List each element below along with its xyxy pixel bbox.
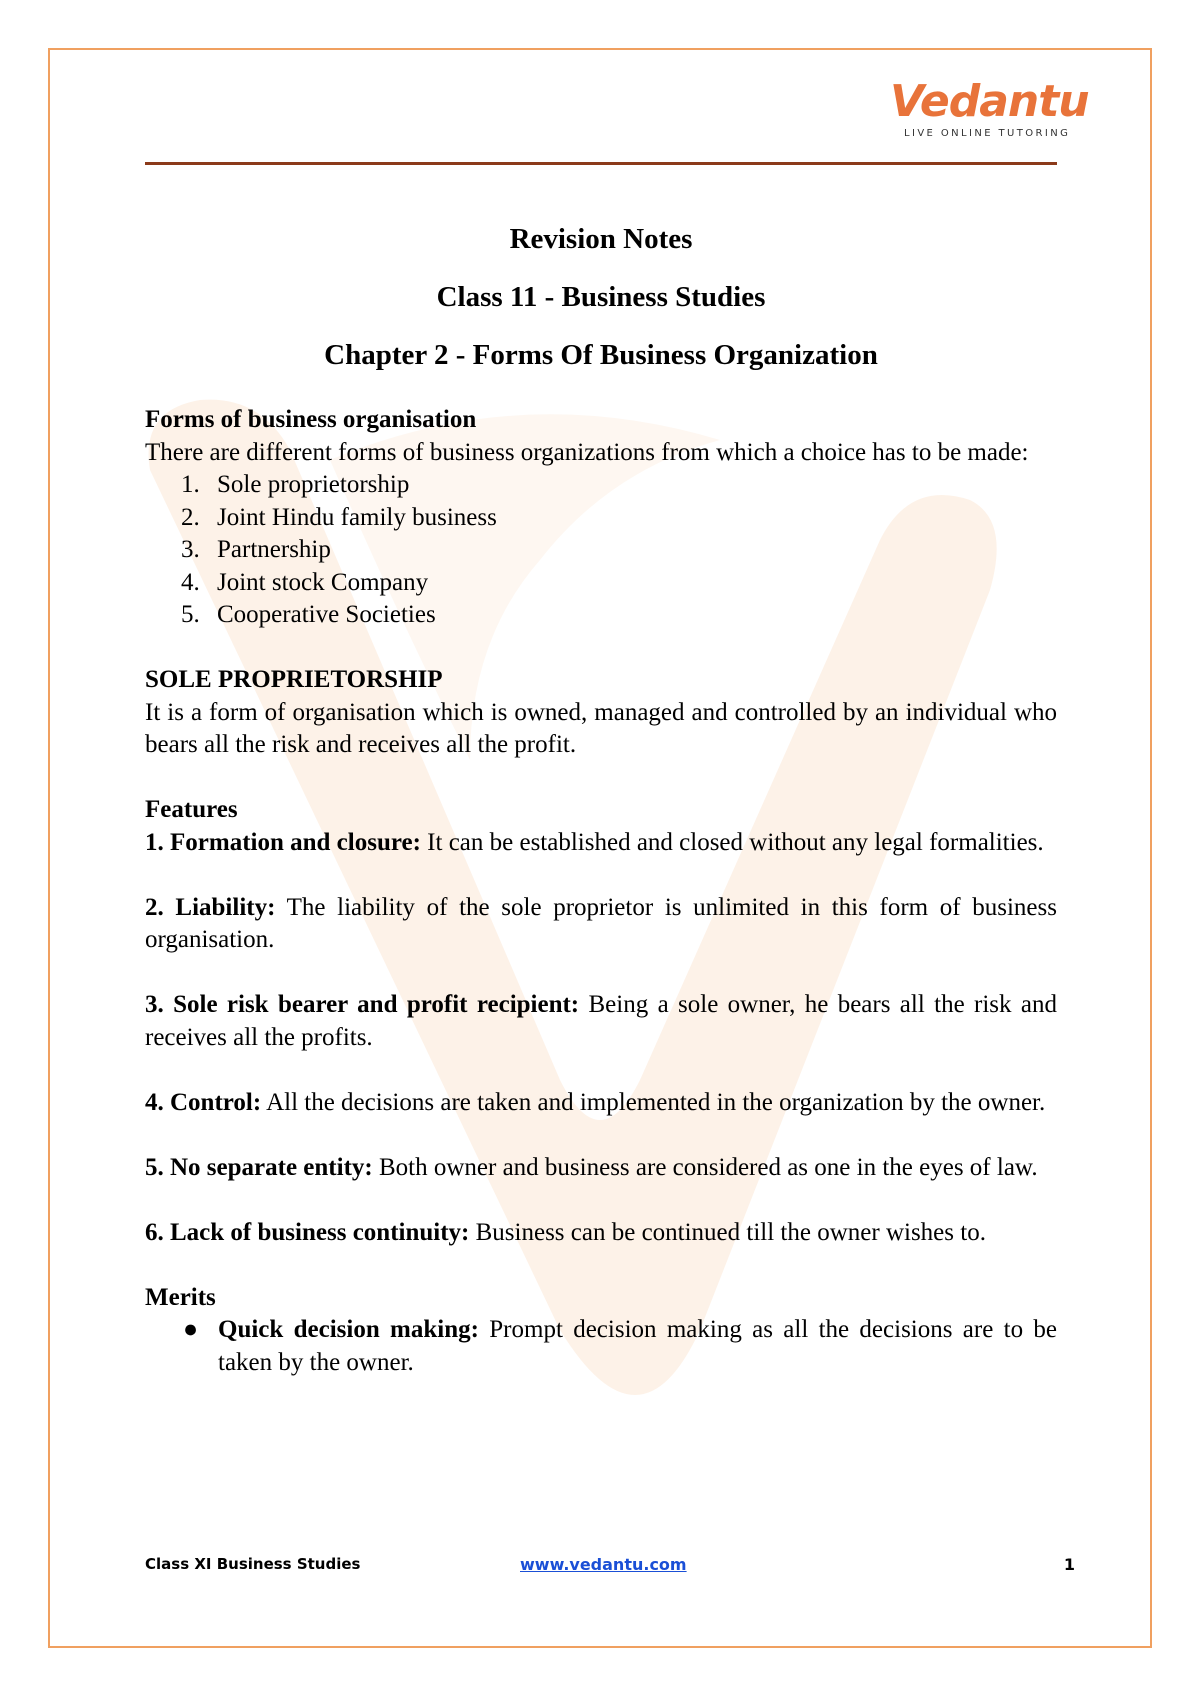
title-class: Class 11 - Business Studies (436, 281, 766, 313)
bullet-icon: ● (183, 1316, 199, 1343)
feature-risk-bearer: 3. Sole risk bearer and profit recipient: Being a sole owner, he bears all the risk and receives all the profits. (145, 991, 1057, 1051)
feature-liability: 2. Liability: The liability of the sole proprietor is unlimited in this form of business organisation. (145, 893, 1057, 953)
list-item: ● Quick decision making: Prompt decision making as all the decisions are to be taken by the owner. (183, 1316, 1057, 1376)
logo-tagline: LIVE ONLINE TUTORING (904, 128, 1071, 139)
merits-list (145, 1314, 1057, 1379)
title-chapter: Chapter 2 - Forms Of Business Organization (324, 339, 878, 371)
features-heading: Features (145, 796, 238, 823)
title-revision-notes: Revision Notes (509, 223, 693, 255)
footer-subject: Class XI Business Studies (145, 1555, 361, 1573)
page-number: 1 (1063, 1555, 1075, 1574)
forms-heading: Forms of business organisation (145, 406, 477, 433)
feature-continuity: 6. Lack of business continuity: Business can be continued till the owner wishes to. (145, 1218, 986, 1246)
list-item: 5. Cooperative Societies (181, 601, 436, 628)
merits-heading: Merits (145, 1283, 216, 1311)
header-rule (145, 162, 1057, 165)
footer-website-link[interactable]: www.vedantu.com (520, 1555, 687, 1574)
vedantu-logo (890, 76, 1089, 148)
list-item: 3. Partnership (181, 536, 331, 563)
logo-wordmark: Vedantu (890, 76, 1089, 127)
feature-control: 4. Control: All the decisions are taken and implemented in the organization by the owner. (145, 1088, 1046, 1116)
sole-proprietorship-body: It is a form of organisation which is owned, managed and controlled by an individual who bears all the risk and receives all the profit. (145, 698, 1057, 758)
list-item: 1. Sole proprietorship (181, 471, 410, 498)
forms-list (145, 469, 1057, 632)
feature-no-separate-entity: 5. No separate entity: Both owner and business are considered as one in the eyes of law. (145, 1153, 1038, 1181)
list-item: 2. Joint Hindu family business (181, 503, 497, 531)
list-item: 4. Joint stock Company (181, 568, 429, 596)
feature-formation: 1. Formation and closure: It can be established and closed without any legal formalities. (145, 828, 1044, 856)
forms-intro: There are different forms of business organizations from which a choice has to be made: (145, 438, 1029, 466)
sole-proprietorship-heading: SOLE PROPRIETORSHIP (145, 666, 443, 693)
document-body (145, 210, 1057, 1379)
page-footer (145, 1555, 1075, 1585)
